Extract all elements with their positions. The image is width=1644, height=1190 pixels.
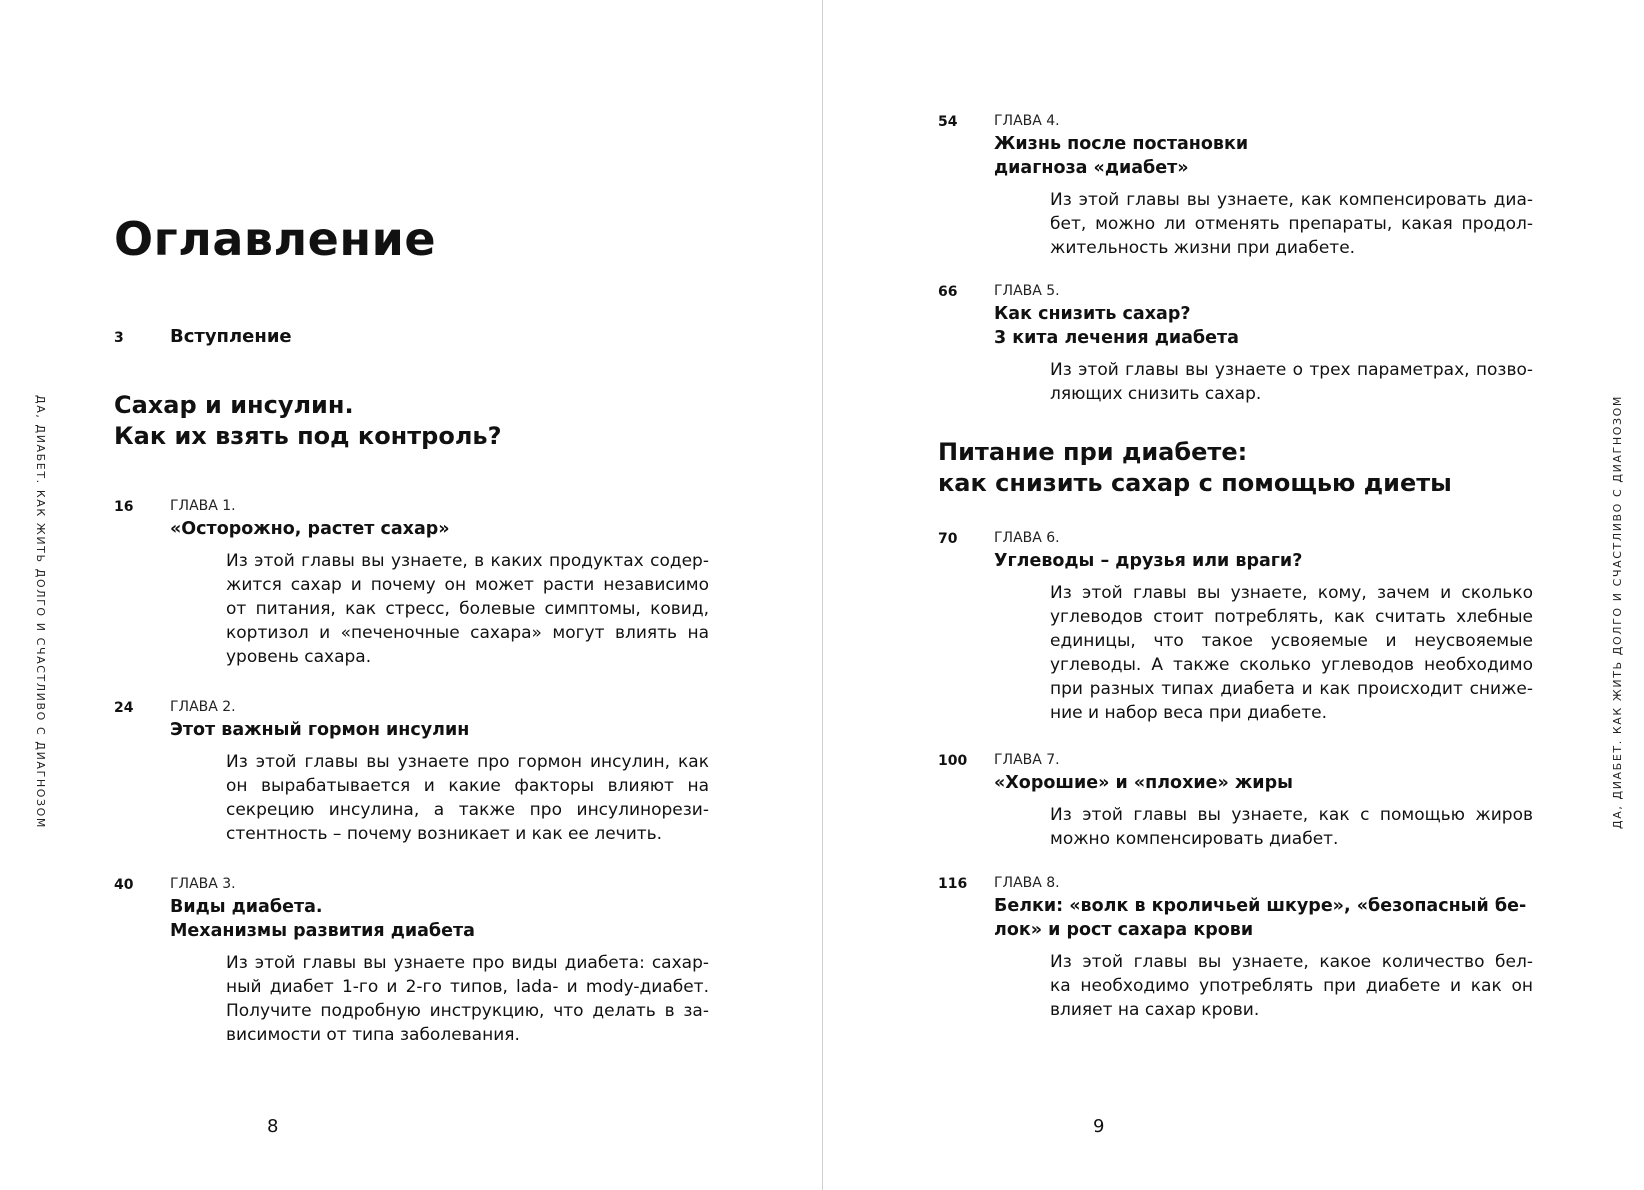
- chapter-title-line: 3 кита лечения диабета: [994, 328, 1239, 348]
- toc-page-number: 40: [114, 877, 134, 893]
- description-line: Из этой главы вы узнаете, какое количество бел-: [1050, 952, 1533, 972]
- page-number-footer: 8: [267, 1116, 279, 1137]
- description-line: ка необходимо употреблять при диабете и как он: [1050, 976, 1533, 996]
- description-line: он вырабатывается и какие факторы влияют на: [226, 776, 709, 796]
- section-heading: [938, 437, 1452, 499]
- description-line: жительность жизни при диабете.: [1050, 238, 1356, 258]
- chapter-title: [994, 771, 1554, 795]
- chapter-description: [1050, 950, 1533, 1022]
- page-number-footer: 9: [1093, 1116, 1105, 1137]
- toc-page-number: 54: [938, 114, 958, 130]
- toc-page-number: 16: [114, 499, 134, 515]
- page-title: Оглавление: [114, 212, 437, 266]
- description-line: секрецию инсулина, а также про инсулинорези-: [226, 800, 709, 820]
- chapter-label: ГЛАВА 8.: [994, 875, 1060, 891]
- section-heading-line: как снизить сахар с помощью диеты: [938, 469, 1452, 497]
- section-heading: [114, 390, 502, 452]
- chapter-label: ГЛАВА 5.: [994, 283, 1060, 299]
- description-line: Получите подробную инструкцию, что делать в за-: [226, 1001, 709, 1021]
- description-line: Из этой главы вы узнаете, как с помощью жиров: [1050, 805, 1533, 825]
- section-heading-line: Питание при диабете:: [938, 438, 1248, 466]
- chapter-label: ГЛАВА 1.: [170, 498, 236, 514]
- chapter-title-line: Углеводы – друзья или враги?: [994, 551, 1303, 571]
- description-line: Из этой главы вы узнаете про виды диабета: сахар-: [226, 953, 709, 973]
- description-line: при разных типах диабета и как происходит сниже-: [1050, 679, 1533, 699]
- chapter-description: [1050, 803, 1533, 851]
- chapter-description: [1050, 188, 1533, 260]
- description-line: жится сахар и почему он может расти независимо: [226, 575, 709, 595]
- toc-page-number: 24: [114, 700, 134, 716]
- description-line: Из этой главы вы узнаете о трех параметрах, позво-: [1050, 360, 1533, 380]
- chapter-title-line: Как снизить сахар?: [994, 304, 1191, 324]
- chapter-label: ГЛАВА 7.: [994, 752, 1060, 768]
- description-line: углеводы. А также сколько углеводов необходимо: [1050, 655, 1533, 675]
- chapter-title-line: Этот важный гормон инсулин: [170, 720, 470, 740]
- chapter-title-line: «Осторожно, растет сахар»: [170, 519, 450, 539]
- section-heading-line: Сахар и инсулин.: [114, 391, 354, 419]
- chapter-title: [994, 894, 1554, 942]
- section-heading-line: Как их взять под контроль?: [114, 422, 502, 450]
- chapter-description: [226, 750, 709, 846]
- chapter-title: [170, 517, 730, 541]
- description-line: стентность – почему возникает и как ее лечить.: [226, 824, 663, 844]
- chapter-label: ГЛАВА 3.: [170, 876, 236, 892]
- description-line: Из этой главы вы узнаете, кому, зачем и сколько: [1050, 583, 1533, 603]
- running-head-left: ДА, ДИАБЕТ. КАК ЖИТЬ ДОЛГО И СЧАСТЛИВО С ДИАГНОЗОМ: [34, 395, 47, 829]
- description-line: Из этой главы вы узнаете, как компенсировать диа-: [1050, 190, 1533, 210]
- description-line: уровень сахара.: [226, 647, 372, 667]
- chapter-title-line: Жизнь после постановки: [994, 134, 1249, 154]
- description-line: Из этой главы вы узнаете, в каких продуктах содер-: [226, 551, 709, 571]
- chapter-title-line: Виды диабета.: [170, 897, 323, 917]
- description-line: висимости от типа заболевания.: [226, 1025, 520, 1045]
- right-page: [823, 0, 1644, 1190]
- toc-entry-title: Вступление: [170, 326, 292, 347]
- description-line: бет, можно ли отменять препараты, какая продол-: [1050, 214, 1533, 234]
- description-line: влияет на сахар крови.: [1050, 1000, 1260, 1020]
- chapter-description: [1050, 581, 1533, 725]
- chapter-title: [994, 132, 1554, 180]
- toc-page-number: 66: [938, 284, 958, 300]
- chapter-label: ГЛАВА 6.: [994, 530, 1060, 546]
- running-head-right: ДА, ДИАБЕТ. КАК ЖИТЬ ДОЛГО И СЧАСТЛИВО С ДИАГНОЗОМ: [1611, 395, 1624, 829]
- description-line: единицы, что такое усвояемые и неусвояемые: [1050, 631, 1533, 651]
- description-line: можно компенсировать диабет.: [1050, 829, 1339, 849]
- description-line: ние и набор веса при диабете.: [1050, 703, 1328, 723]
- toc-page-number: 70: [938, 531, 958, 547]
- toc-page-number: 100: [938, 753, 968, 769]
- chapter-label: ГЛАВА 2.: [170, 699, 236, 715]
- chapter-title: [994, 302, 1554, 350]
- chapter-title: [994, 549, 1554, 573]
- description-line: ляющих снизить сахар.: [1050, 384, 1262, 404]
- chapter-title-line: лок» и рост сахара крови: [994, 920, 1254, 940]
- chapter-description: [1050, 358, 1533, 406]
- chapter-title-line: Белки: «волк в кроличьей шкуре», «безопасный бе-: [994, 896, 1527, 916]
- description-line: от питания, как стресс, болевые симптомы, ковид,: [226, 599, 709, 619]
- toc-page-number: 116: [938, 876, 968, 892]
- chapter-title-line: диагноза «диабет»: [994, 158, 1189, 178]
- chapter-title: [170, 718, 730, 742]
- chapter-title: [170, 895, 730, 943]
- description-line: Из этой главы вы узнаете про гормон инсулин, как: [226, 752, 709, 772]
- chapter-label: ГЛАВА 4.: [994, 113, 1060, 129]
- description-line: углеводов стоит потреблять, как считать хлебные: [1050, 607, 1533, 627]
- description-line: ный диабет 1-го и 2-го типов, lada- и mody-диабет.: [226, 977, 709, 997]
- chapter-title-line: «Хорошие» и «плохие» жиры: [994, 773, 1293, 793]
- chapter-description: [226, 549, 709, 669]
- chapter-description: [226, 951, 709, 1047]
- chapter-title-line: Механизмы развития диабета: [170, 921, 475, 941]
- description-line: кортизол и «печеночные сахара» могут влиять на: [226, 623, 709, 643]
- toc-page-number: 3: [114, 330, 124, 346]
